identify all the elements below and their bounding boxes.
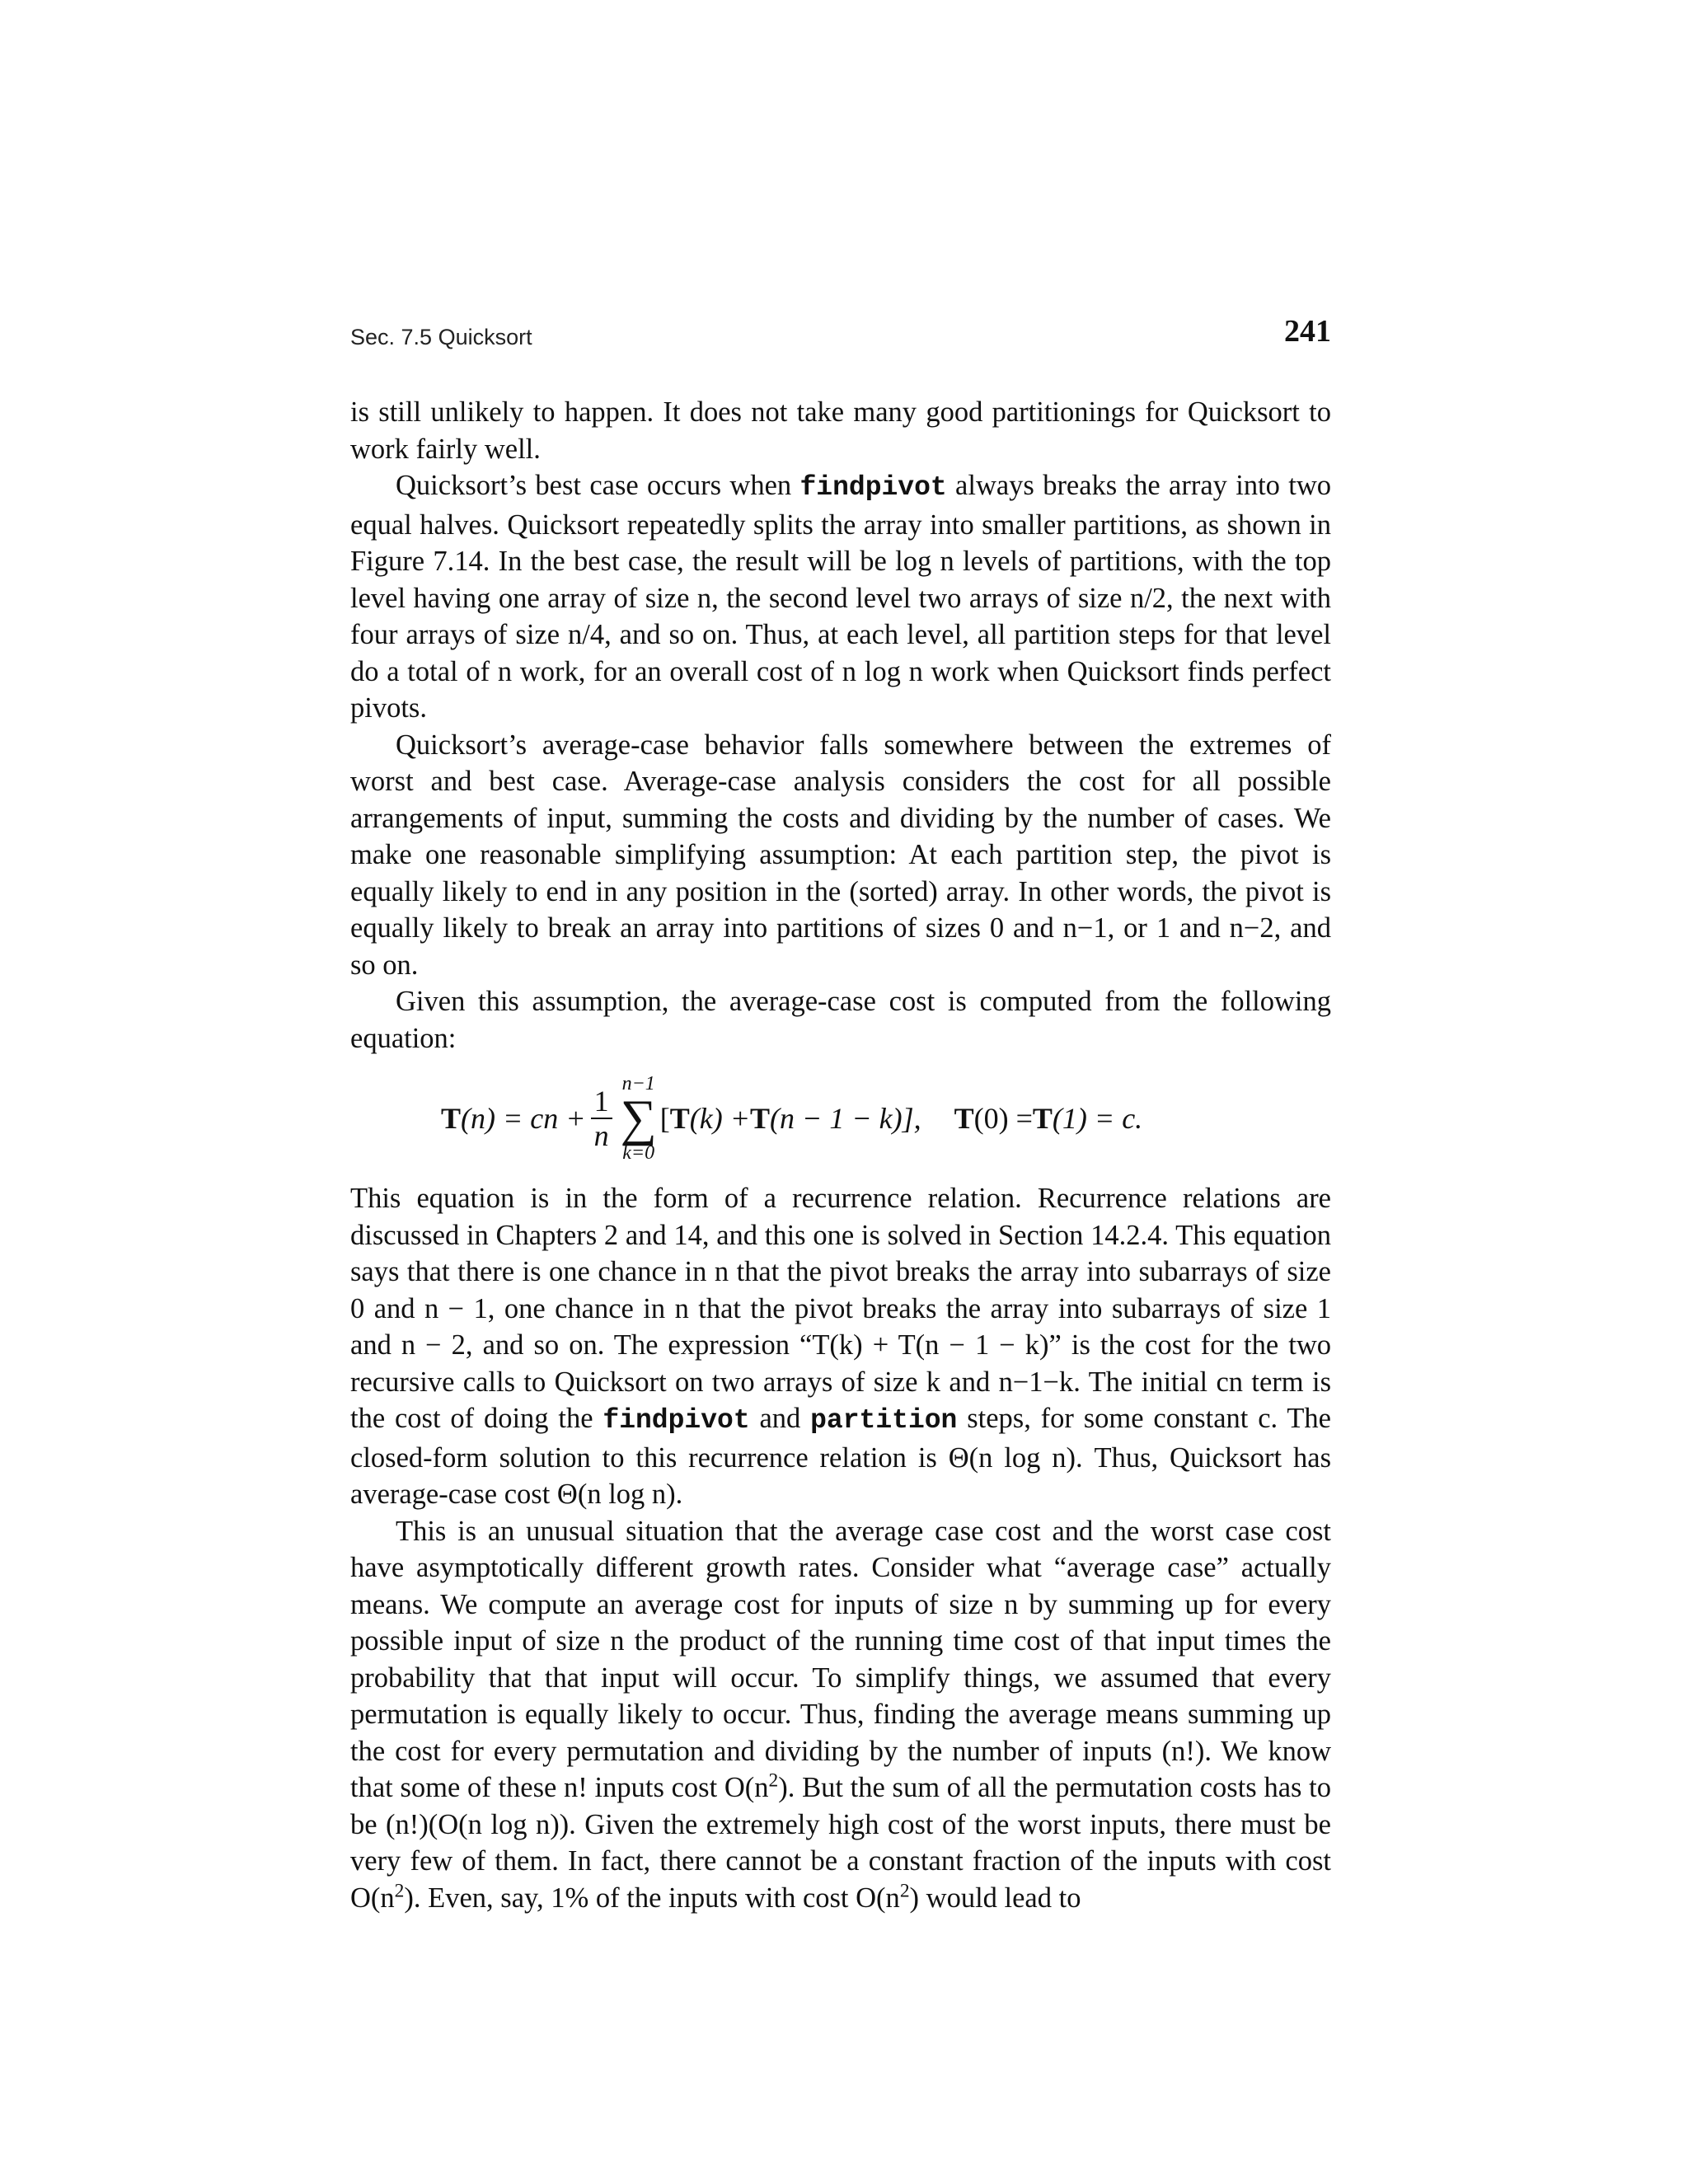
body-text — [350, 394, 1331, 1916]
eq-T0: T — [954, 1101, 974, 1135]
text-run: ) would lead to — [909, 1882, 1081, 1914]
text-run: and — [749, 1403, 811, 1434]
eq-bracket: [ — [659, 1101, 670, 1135]
superscript: 2 — [768, 1769, 779, 1792]
eq-sum-symbol: ∑ — [620, 1090, 657, 1146]
superscript: 2 — [899, 1880, 910, 1901]
paragraph-1: is still unlikely to happen. It does not take many good partitionings for Quicksort to work fairly well. — [350, 396, 1331, 465]
text-run: ). Even, say, 1% of the inputs with cost O(n — [404, 1882, 900, 1914]
page-header — [350, 313, 1331, 354]
text-run: This equation is in the form of a recurrence relation. Recurrence relations are discussed in Chapters 2 and 14, and this one is solved in Section 14.2.4. This equation says that there is one chance in n that the pivot breaks the array into subarrays of size 0 and n − 1, one chance in n that the pivot breaks the array into subarrays of size 1 and n − 2, and so on. The expression “T(k) + T(n − 1 − k)” is the cost for the two recursive calls to Quicksort on two arrays of size k and n−1−k. The initial cn term is the cost of doing the — [350, 1183, 1331, 1434]
text-run: steps, for some constant c. The closed-form solution to this recurrence relation is Θ(n log n). Thus, Quicksort has average-case cost Θ(n log n). — [350, 1403, 1331, 1510]
text-run: always breaks the array into two equal halves. Quicksort repeatedly splits the array into smaller partitions, as shown in Figure 7.14. In the best case, the result will be log n levels of partitions, with the top level having one array of size n, the second level two arrays of size n/2, the next with four arrays of size n/4, and so on. Thus, at each level, all partition steps for that level do a total of n work, for an overall cost of n log n work when Quicksort finds perfect pivots. — [350, 470, 1332, 724]
eq-T-nk-arg: (n − 1 − k)], — [770, 1101, 921, 1135]
paragraph-2 — [350, 467, 1331, 727]
code-findpivot: findpivot — [799, 472, 947, 503]
recurrence-equation — [350, 1057, 1331, 1180]
paragraph-4: Given this assumption, the average-case cost is computed from the following equation: — [350, 986, 1331, 1054]
eq-summation — [621, 1073, 657, 1164]
paragraph-5 — [350, 1180, 1331, 1513]
eq-frac-numerator: 1 — [591, 1085, 612, 1119]
eq-lhs-arg: (n) = cn + — [461, 1101, 586, 1135]
eq-T-k: T — [669, 1101, 690, 1135]
eq-T0-arg: (0) = — [973, 1101, 1033, 1135]
paragraph-3: Quicksort’s average-case behavior falls somewhere between the extremes of worst and best case. Average-case analysis considers the cost for all possible arrangements of input, summing the costs and dividing by the number of cases. We make one reasonable simplifying assumption: At each partition step, the pivot is equally likely to end in any position in the (sorted) array. In other words, the pivot is equally likely to break an array into partitions of sizes 0 and n−1, or 1 and n−2, and so on. — [350, 729, 1331, 981]
page-number: 241 — [1284, 314, 1331, 349]
code-partition: partition — [810, 1405, 958, 1436]
code-findpivot: findpivot — [603, 1405, 750, 1436]
text-run: This is an unusual situation that the average case cost and the worst case cost have asymptotically different growth rates. Consider what “average case” actually means. We compute an average cost for inputs of size n by summing up for every possible input of size n the product of the running time cost of that input times the probability that that input will occur. To simplify things, we assumed that every permutation is equally likely to occur. Thus, finding the average means summing up the cost for every permutation and dividing by the number of inputs (n!). We know that some of these n! inputs cost O(n — [350, 1515, 1331, 1803]
text-run: Quicksort’s best case occurs when — [396, 470, 800, 501]
eq-fraction — [591, 1085, 612, 1152]
eq-T-nk: T — [750, 1101, 771, 1135]
eq-frac-denominator: n — [593, 1119, 609, 1152]
eq-T-k-arg: (k) + — [689, 1101, 751, 1135]
eq-sum-upper: n−1 — [621, 1073, 655, 1094]
paragraph-6 — [350, 1513, 1331, 1917]
eq-sum-lower: k=0 — [622, 1142, 655, 1164]
eq-T1: T — [1032, 1101, 1053, 1135]
superscript: 2 — [394, 1880, 405, 1901]
eq-T: T — [441, 1101, 462, 1135]
section-title: Sec. 7.5 Quicksort — [350, 325, 532, 349]
eq-T1-arg: (1) = c. — [1052, 1101, 1143, 1135]
text-run: ). But the sum of all the permutation costs has to be (n!)(O(n log n)). Given the extremely high cost of the worst inputs, there must be very few of them. In fact, there cannot be a constant fraction of the inputs with cost O(n — [350, 1772, 1331, 1914]
